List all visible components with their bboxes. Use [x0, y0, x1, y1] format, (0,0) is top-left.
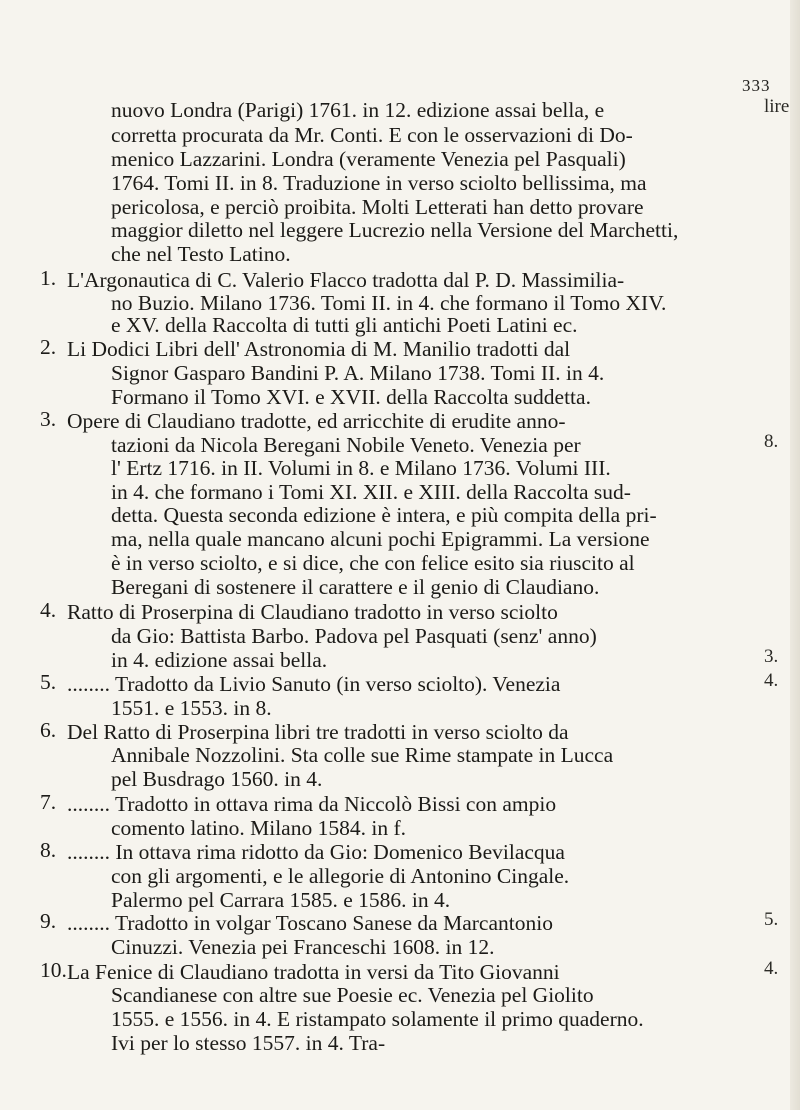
margin-note: 8.: [764, 431, 779, 453]
item-number: 2.: [40, 335, 57, 360]
text-line: Scandianese con altre sue Poesie ec. Venezia pel Giolito: [111, 983, 594, 1008]
text-line: Signor Gasparo Bandini P. A. Milano 1738. Tomi II. in 4.: [111, 360, 605, 385]
text-line: in 4. edizione assai bella.: [111, 647, 328, 672]
text-line: Del Ratto di Proserpina libri tre tradotti in verso sciolto da: [67, 719, 569, 744]
text-line: ........ Tradotto da Livio Sanuto (in verso sciolto). Venezia: [67, 672, 561, 697]
item-number: 5.: [40, 670, 57, 695]
text-line: ma, nella quale mancano alcuni pochi Epigrammi. La versione: [111, 527, 650, 552]
item-number: 9.: [40, 909, 57, 934]
margin-note: 4.: [764, 670, 779, 692]
item-number: 10.: [40, 957, 67, 982]
text-line: detta. Questa seconda edizione è intera, e più compita della pri-: [111, 503, 657, 528]
text-line: è in verso sciolto, e si dice, che con felice esito sia riuscito al: [111, 550, 635, 575]
margin-note: 5.: [764, 909, 779, 931]
text-line: no Buzio. Milano 1736. Tomi II. in 4. che formano il Tomo XIV.: [111, 291, 667, 316]
text-line: e XV. della Raccolta di tutti gli antichi Poeti Latini ec.: [111, 313, 578, 338]
item-number: 7.: [40, 789, 57, 814]
item-number: 1.: [40, 265, 57, 290]
text-line: 1764. Tomi II. in 8. Traduzione in verso sciolto bellissima, ma: [111, 170, 647, 195]
margin-note: 4.: [764, 957, 779, 979]
text-line: con gli argomenti, e le allegorie di Antonino Cingale.: [111, 863, 570, 888]
text-line: La Fenice di Claudiano tradotta in versi da Tito Giovanni: [67, 959, 560, 984]
text-line: Opere di Claudiano tradotte, ed arricchite di erudite anno-: [67, 409, 566, 434]
text-line: comento latino. Milano 1584. in f.: [111, 815, 406, 840]
text-line: menico Lazzarini. Londra (veramente Venezia pel Pasquali): [111, 147, 626, 172]
text-line: maggior diletto nel leggere Lucrezio nella Versione del Marchetti,: [111, 218, 679, 243]
margin-note: lire: [764, 96, 790, 117]
text-line: Annibale Nozzolini. Sta colle sue Rime stampate in Lucca: [111, 743, 614, 768]
item-number: 3.: [40, 407, 57, 432]
text-line: ........ In ottava rima ridotto da Gio: Domenico Bevilacqua: [67, 840, 565, 865]
item-number: 8.: [40, 838, 57, 863]
item-number: 4.: [40, 598, 57, 623]
text-line: 1551. e 1553. in 8.: [111, 695, 272, 720]
margin-note: 3.: [764, 645, 779, 667]
text-line: in 4. che formano i Tomi XI. XII. e XIII. della Raccolta sud-: [111, 479, 631, 504]
text-line: 1555. e 1556. in 4. E ristampato solamente il primo quaderno.: [111, 1007, 644, 1032]
text-line: che nel Testo Latino.: [111, 242, 291, 267]
text-line: nuovo Londra (Parigi) 1761. in 12. edizione assai bella, e: [111, 98, 605, 122]
text-line: pel Busdrago 1560. in 4.: [111, 767, 323, 792]
text-line: ........ Tradotto in volgar Toscano Sanese da Marcantonio: [67, 911, 553, 936]
text-line: l' Ertz 1716. in II. Volumi in 8. e Milano 1736. Volumi III.: [111, 455, 611, 480]
text-line: Cinuzzi. Venezia pei Franceschi 1608. in 12.: [111, 935, 495, 960]
text-line: Ratto di Proserpina di Claudiano tradotto in verso sciolto: [67, 600, 558, 625]
text-line: Palermo pel Carrara 1585. e 1586. in 4.: [111, 887, 451, 912]
text-line: Beregani di sostenere il carattere e il genio di Claudiano.: [111, 574, 600, 599]
text-line: corretta procurata da Mr. Conti. E con le osservazioni di Do-: [111, 123, 633, 148]
item-number: 6.: [40, 717, 57, 742]
text-line: tazioni da Nicola Beregani Nobile Veneto. Venezia per: [111, 433, 581, 458]
text-line: Li Dodici Libri dell' Astronomia di M. Manilio tradotti dal: [67, 337, 571, 362]
text-line: Formano il Tomo XVI. e XVII. della Raccolta suddetta.: [111, 384, 591, 409]
page-edge: [790, 0, 800, 1110]
text-line: ........ Tradotto in ottava rima da Niccolò Bissi con ampio: [67, 791, 557, 816]
text-line: L'Argonautica di C. Valerio Flacco tradotta dal P. D. Massimilia-: [67, 267, 625, 292]
text-line: da Gio: Battista Barbo. Padova pel Pasquati (senz' anno): [111, 623, 597, 648]
text-line: pericolosa, e perciò proibita. Molti Letterati han detto provare: [111, 194, 644, 219]
page-number: 333: [742, 76, 771, 95]
text-line: Ivi per lo stesso 1557. in 4. Tra-: [111, 1031, 386, 1055]
